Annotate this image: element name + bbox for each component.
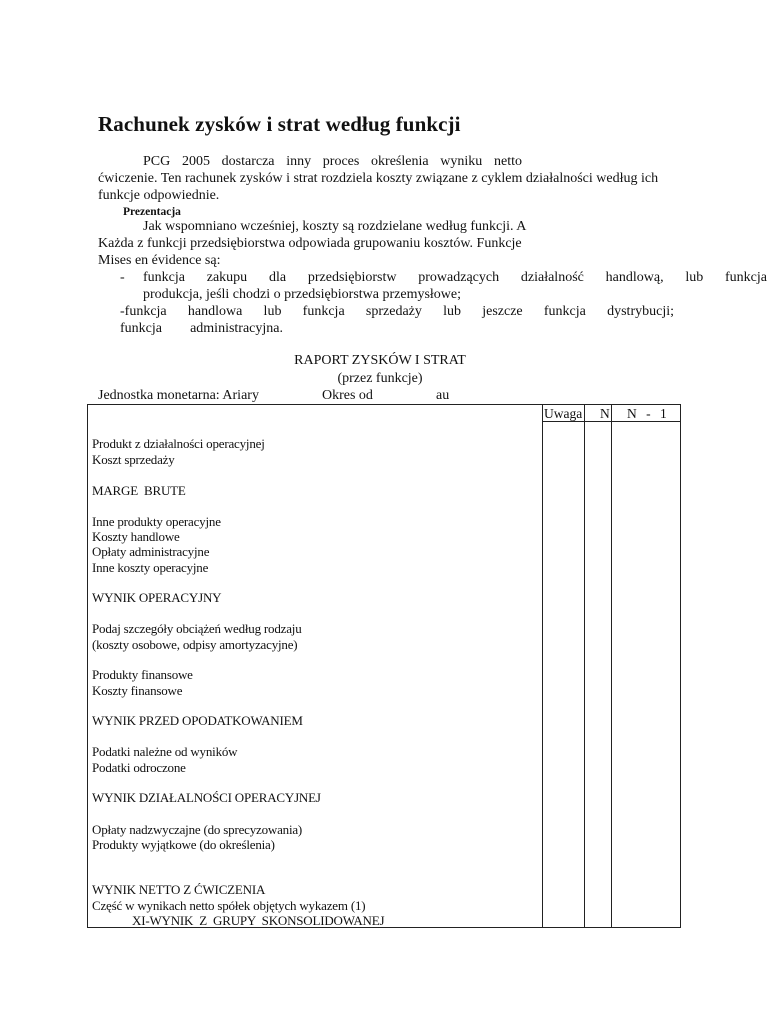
row-financial-products: Produkty finansowe [92, 667, 193, 682]
body-line-1: Jak wspomniano wcześniej, koszty są rozdzielane według funkcji. A [143, 219, 527, 234]
column-divider [584, 405, 585, 927]
row-charges-detail-note: (koszty osobowe, odpisy amortyzacyjne) [92, 637, 298, 652]
column-header-n-minus-1: N - 1 [627, 406, 667, 421]
intro-line-1: PCG 2005 dostarcza inny proces określenia wyniku netto [143, 154, 522, 169]
row-other-operating-products: Inne produkty operacyjne [92, 514, 221, 529]
row-administrative-charges: Opłaty administracyjne [92, 544, 210, 559]
report-subtitle: (przez funkcje) [337, 371, 423, 386]
row-net-result: WYNIK NETTO Z ĆWICZENIA [92, 882, 266, 897]
report-period-from: Okres od [322, 388, 373, 403]
row-financial-costs: Koszty finansowe [92, 683, 183, 698]
row-consolidated-group-result: XI-WYNIK Z GRUPY SKONSOLIDOWANEJ [132, 913, 385, 928]
column-divider [611, 405, 612, 927]
bullet-1-line-1: funkcja zakupu dla przedsiębiorstw prowadzących działalność handlową, lub funkcja [143, 270, 767, 285]
column-header-n: N [600, 406, 610, 421]
document-title: Rachunek zysków i strat według funkcji [98, 112, 461, 136]
row-charges-detail: Podaj szczegóły obciążeń według rodzaju [92, 621, 302, 636]
intro-line-3: funkcje odpowiednie. [98, 188, 220, 203]
row-result-of-operations: WYNIK DZIAŁALNOŚCI OPERACYJNEJ [92, 790, 321, 805]
body-line-3: Mises en évidence są: [98, 253, 221, 268]
intro-line-2: ćwiczenie. Ten rachunek zysków i strat rozdziela koszty związane z cyklem działalności według ich [98, 171, 659, 186]
row-share-in-equity-results: Część w wynikach netto spółek objętych wykazem (1) [92, 898, 366, 913]
row-deferred-tax: Podatki odroczone [92, 760, 186, 775]
row-other-operating-costs: Inne koszty operacyjne [92, 560, 209, 575]
row-commercial-costs: Koszty handlowe [92, 529, 180, 544]
bullet-1-line-2: produkcja, jeśli chodzi o przedsiębiorstwa przemysłowe; [143, 287, 462, 302]
header-divider [542, 421, 680, 422]
row-exceptional-products: Produkty wyjątkowe (do określenia) [92, 837, 275, 852]
section-heading-prezentacja: Prezentacja [123, 206, 181, 218]
row-result-before-tax: WYNIK PRZED OPODATKOWANIEM [92, 713, 303, 728]
report-title: RAPORT ZYSKÓW I STRAT [294, 353, 466, 368]
body-line-2: Każda z funkcji przedsiębiorstwa odpowiada grupowaniu kosztów. Funkcje [98, 236, 522, 251]
column-divider [542, 405, 543, 927]
row-gross-margin: MARGE BRUTE [92, 483, 186, 498]
bullet-dash: - [120, 270, 125, 285]
row-operating-revenue: Produkt z działalności operacyjnej [92, 436, 265, 451]
row-income-tax: Podatki należne od wyników [92, 744, 238, 759]
row-extraordinary-charges: Opłaty nadzwyczajne (do sprecyzowania) [92, 822, 303, 837]
bullet-2-line-2: funkcja administracyjna. [120, 321, 283, 336]
report-period-to: au [436, 388, 450, 403]
row-operating-result: WYNIK OPERACYJNY [92, 590, 222, 605]
bullet-2-line-1: -funkcja handlowa lub funkcja sprzedaży lub jeszcze funkcja dystrybucji; [120, 304, 674, 319]
row-cost-of-sales: Koszt sprzedaży [92, 452, 175, 467]
income-statement-table [87, 404, 681, 928]
report-unit-label: Jednostka monetarna: Ariary [98, 388, 259, 403]
column-header-note: Uwaga [544, 406, 583, 421]
